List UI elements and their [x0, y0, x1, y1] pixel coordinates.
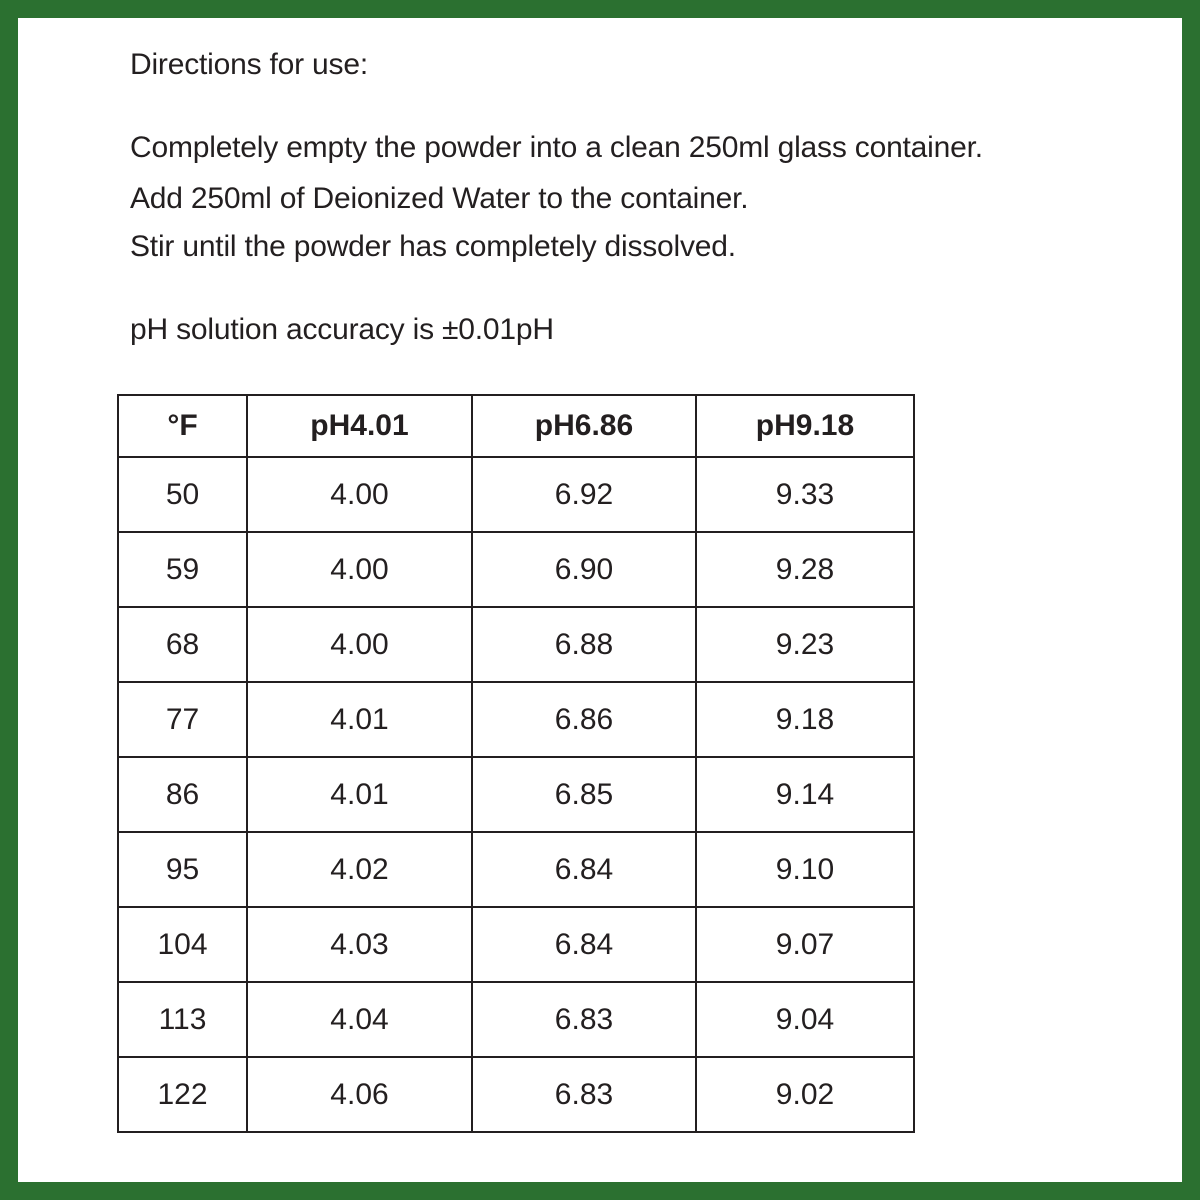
temperature-cell: 113 — [118, 982, 247, 1057]
table-row — [118, 757, 914, 832]
direction-step-2: Add 250ml of Deionized Water to the container. — [130, 182, 749, 215]
ph686-cell: 6.92 — [472, 457, 696, 532]
ph686-cell: 6.83 — [472, 982, 696, 1057]
temperature-cell: 104 — [118, 907, 247, 982]
table-header-row — [118, 395, 914, 457]
ph918-cell: 9.28 — [696, 532, 914, 607]
temperature-cell: 86 — [118, 757, 247, 832]
temperature-cell: 95 — [118, 832, 247, 907]
ph918-cell: 9.07 — [696, 907, 914, 982]
temperature-cell: 50 — [118, 457, 247, 532]
temperature-cell: 77 — [118, 682, 247, 757]
ph918-cell: 9.04 — [696, 982, 914, 1057]
ph401-cell: 4.00 — [247, 532, 472, 607]
ph918-cell: 9.33 — [696, 457, 914, 532]
ph918-cell: 9.10 — [696, 832, 914, 907]
ph401-cell: 4.06 — [247, 1057, 472, 1132]
temperature-cell: 68 — [118, 607, 247, 682]
temperature-cell: 122 — [118, 1057, 247, 1132]
ph918-cell: 9.14 — [696, 757, 914, 832]
header-fahrenheit: °F — [118, 395, 247, 457]
ph686-cell: 6.84 — [472, 907, 696, 982]
ph-temperature-table — [117, 394, 915, 1133]
header-ph401: pH4.01 — [247, 395, 472, 457]
ph401-cell: 4.02 — [247, 832, 472, 907]
ph686-cell: 6.84 — [472, 832, 696, 907]
table-row — [118, 1057, 914, 1132]
table-row — [118, 832, 914, 907]
ph686-cell: 6.90 — [472, 532, 696, 607]
ph401-cell: 4.04 — [247, 982, 472, 1057]
table-row — [118, 982, 914, 1057]
ph918-cell: 9.02 — [696, 1057, 914, 1132]
table-row — [118, 907, 914, 982]
ph918-cell: 9.23 — [696, 607, 914, 682]
ph401-cell: 4.03 — [247, 907, 472, 982]
ph686-cell: 6.88 — [472, 607, 696, 682]
accuracy-note: pH solution accuracy is ±0.01pH — [130, 313, 554, 346]
table-body — [118, 457, 914, 1132]
directions-heading: Directions for use: — [130, 48, 368, 81]
direction-step-1: Completely empty the powder into a clean 250ml glass container. — [130, 131, 983, 164]
ph401-cell: 4.01 — [247, 757, 472, 832]
ph918-cell: 9.18 — [696, 682, 914, 757]
ph686-cell: 6.83 — [472, 1057, 696, 1132]
ph686-cell: 6.85 — [472, 757, 696, 832]
ph401-cell: 4.00 — [247, 457, 472, 532]
table-row — [118, 457, 914, 532]
ph686-cell: 6.86 — [472, 682, 696, 757]
ph401-cell: 4.01 — [247, 682, 472, 757]
temperature-cell: 59 — [118, 532, 247, 607]
table-row — [118, 532, 914, 607]
table-row — [118, 607, 914, 682]
direction-step-3: Stir until the powder has completely dissolved. — [130, 230, 736, 263]
ph401-cell: 4.00 — [247, 607, 472, 682]
header-ph686: pH6.86 — [472, 395, 696, 457]
table-row — [118, 682, 914, 757]
header-ph918: pH9.18 — [696, 395, 914, 457]
